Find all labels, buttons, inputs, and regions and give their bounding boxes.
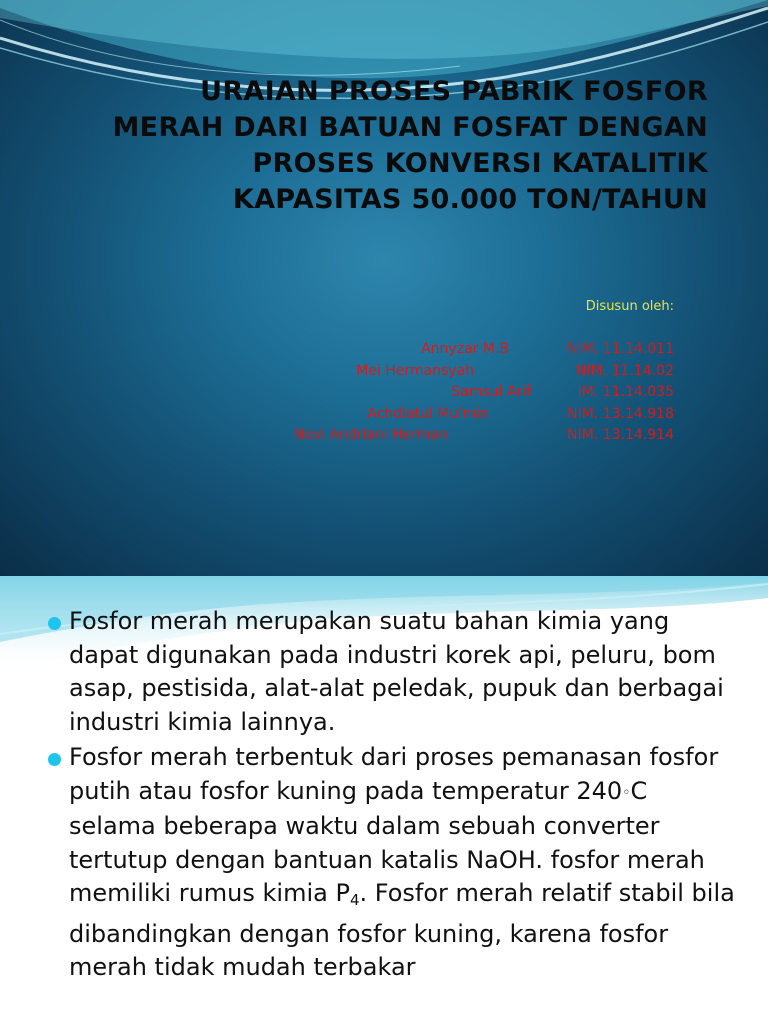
degree-symbol: ◦ <box>622 784 631 801</box>
title-line: KAPASITAS 50.000 TON/TAHUN <box>232 184 708 215</box>
author-name: Novi Andriani Herman <box>293 427 448 443</box>
title-line: PROSES KONVERSI KATALITIK <box>252 148 708 179</box>
author-row <box>200 341 674 363</box>
subscript: 4 <box>349 891 360 909</box>
author-nim: NIM. 11.14.02 <box>576 362 674 379</box>
bullet-dot-icon <box>48 617 61 630</box>
author-row <box>200 406 674 428</box>
authors-label: Disusun oleh: <box>585 299 674 314</box>
bullet-list <box>48 605 738 987</box>
content-slide <box>0 576 768 1024</box>
author-name: Samsul Arif <box>451 384 531 400</box>
author-list <box>200 341 674 449</box>
author-nim: IM. 11.14.035 <box>577 384 674 400</box>
author-nim: NIM. 13.14.918 <box>567 405 674 422</box>
author-row <box>200 384 674 406</box>
author-name: Mei Hermansyah <box>356 362 474 379</box>
bullet-item <box>48 741 738 985</box>
author-row <box>200 363 674 385</box>
bullet-text: Fosfor merah merupakan suatu bahan kimia yang dapat digunakan pada industri korek api, peluru, bom asap, pestisida, alat-alat peledak, pupuk dan berbagai industri kimia lainnya. <box>69 607 724 736</box>
author-row <box>200 427 674 449</box>
author-name: Annyzar M.B <box>421 341 509 357</box>
author-name: Achdiatul Mu’min <box>367 405 489 422</box>
author-nim: NIM. 11.14.011 <box>567 341 674 357</box>
slide-title <box>40 74 708 218</box>
bullet-text: C selama beberapa waktu dalam sebuah converter tertutup dengan bantuan katalis NaOH. fosfor merah memiliki rumus kimia P <box>69 776 705 907</box>
bullet-dot-icon <box>48 753 61 766</box>
author-nim: NIM. 13.14.914 <box>567 427 674 443</box>
bullet-text: . Fosfor merah relatif stabil bila dibandingkan dengan fosfor kuning, karena fosfor merah tidak mudah terbakar <box>69 879 735 981</box>
title-line: URAIAN PROSES PABRIK FOSFOR <box>200 76 708 107</box>
title-line: MERAH DARI BATUAN FOSFAT DENGAN <box>112 112 708 143</box>
bullet-text: Fosfor merah terbentuk dari proses pemanasan fosfor putih atau fosfor kuning pada temperatur 240 <box>69 743 719 805</box>
bullet-item <box>48 605 738 739</box>
